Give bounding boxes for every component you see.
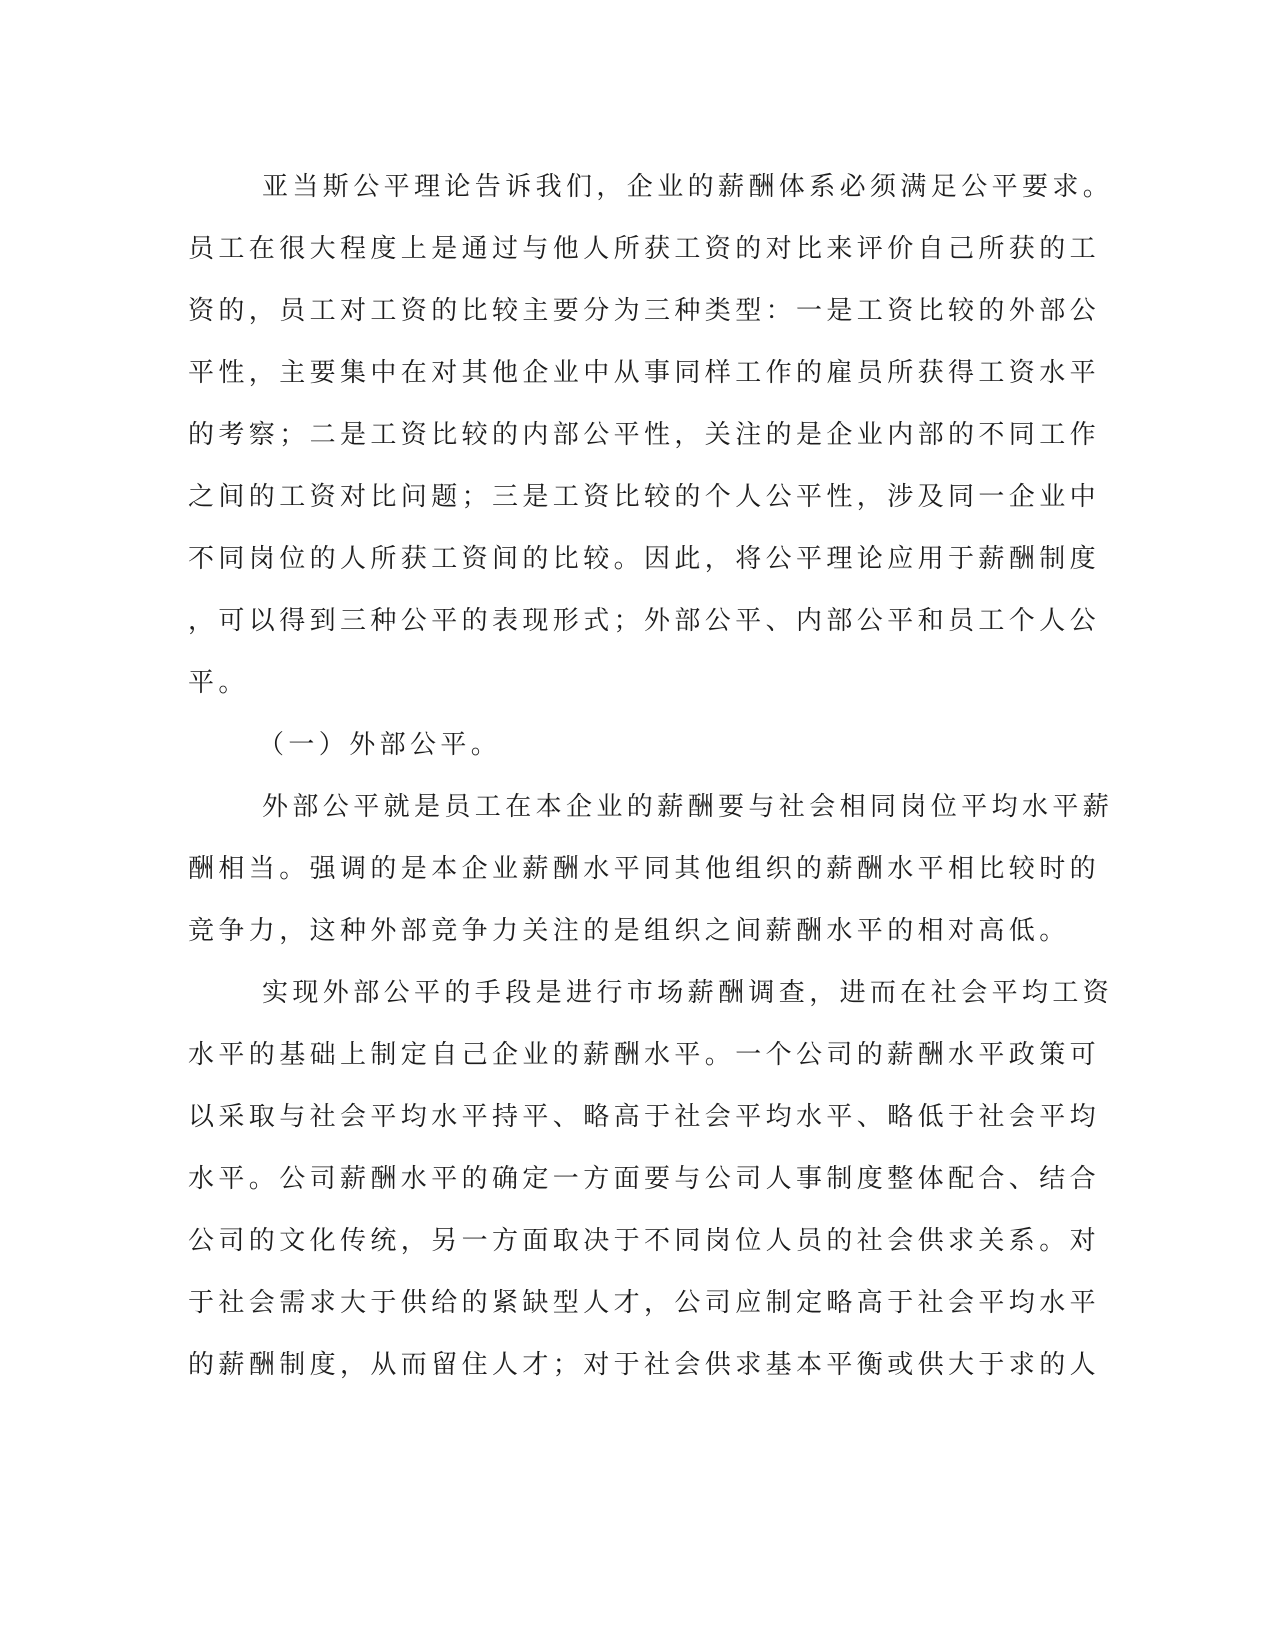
paragraph-line: 水平的基础上制定自己企业的薪酬水平。一个公司的薪酬水平政策可 <box>188 1040 1101 1070</box>
paragraph-line: 于社会需求大于供给的紧缺型人才，公司应制定略高于社会平均水平 <box>188 1288 1101 1318</box>
paragraph-line: ，可以得到三种公平的表现形式；外部公平、内部公平和员工个人公 <box>188 606 1101 636</box>
paragraph-line: 平性，主要集中在对其他企业中从事同样工作的雇员所获得工资水平 <box>188 358 1101 388</box>
paragraph-line: 亚当斯公平理论告诉我们，企业的薪酬体系必须满足公平要求。 <box>262 172 1114 202</box>
paragraph-line: 平。 <box>188 668 249 698</box>
paragraph-line: 不同岗位的人所获工资间的比较。因此，将公平理论应用于薪酬制度 <box>188 544 1101 574</box>
paragraph-line: 员工在很大程度上是通过与他人所获工资的对比来评价自己所获的工 <box>188 234 1101 264</box>
paragraph-line: 的考察；二是工资比较的内部公平性，关注的是企业内部的不同工作 <box>188 420 1101 450</box>
paragraph-line: 实现外部公平的手段是进行市场薪酬调查，进而在社会平均工资 <box>262 978 1114 1008</box>
paragraph-line: 外部公平就是员工在本企业的薪酬要与社会相同岗位平均水平薪 <box>262 792 1114 822</box>
paragraph-line: 公司的文化传统，另一方面取决于不同岗位人员的社会供求关系。对 <box>188 1226 1101 1256</box>
paragraph-line: 以采取与社会平均水平持平、略高于社会平均水平、略低于社会平均 <box>188 1102 1101 1132</box>
paragraph-line: 酬相当。强调的是本企业薪酬水平同其他组织的薪酬水平相比较时的 <box>188 854 1101 884</box>
section-heading: （一）外部公平。 <box>258 730 502 760</box>
paragraph-line: 竞争力，这种外部竞争力关注的是组织之间薪酬水平的相对高低。 <box>188 916 1070 946</box>
paragraph-line: 水平。公司薪酬水平的确定一方面要与公司人事制度整体配合、结合 <box>188 1164 1101 1194</box>
document-body <box>188 164 1114 1404</box>
paragraph-line: 资的，员工对工资的比较主要分为三种类型：一是工资比较的外部公 <box>188 296 1101 326</box>
paragraph-line: 的薪酬制度，从而留住人才；对于社会供求基本平衡或供大于求的人 <box>188 1350 1101 1380</box>
paragraph-line: 之间的工资对比问题；三是工资比较的个人公平性，涉及同一企业中 <box>188 482 1101 512</box>
